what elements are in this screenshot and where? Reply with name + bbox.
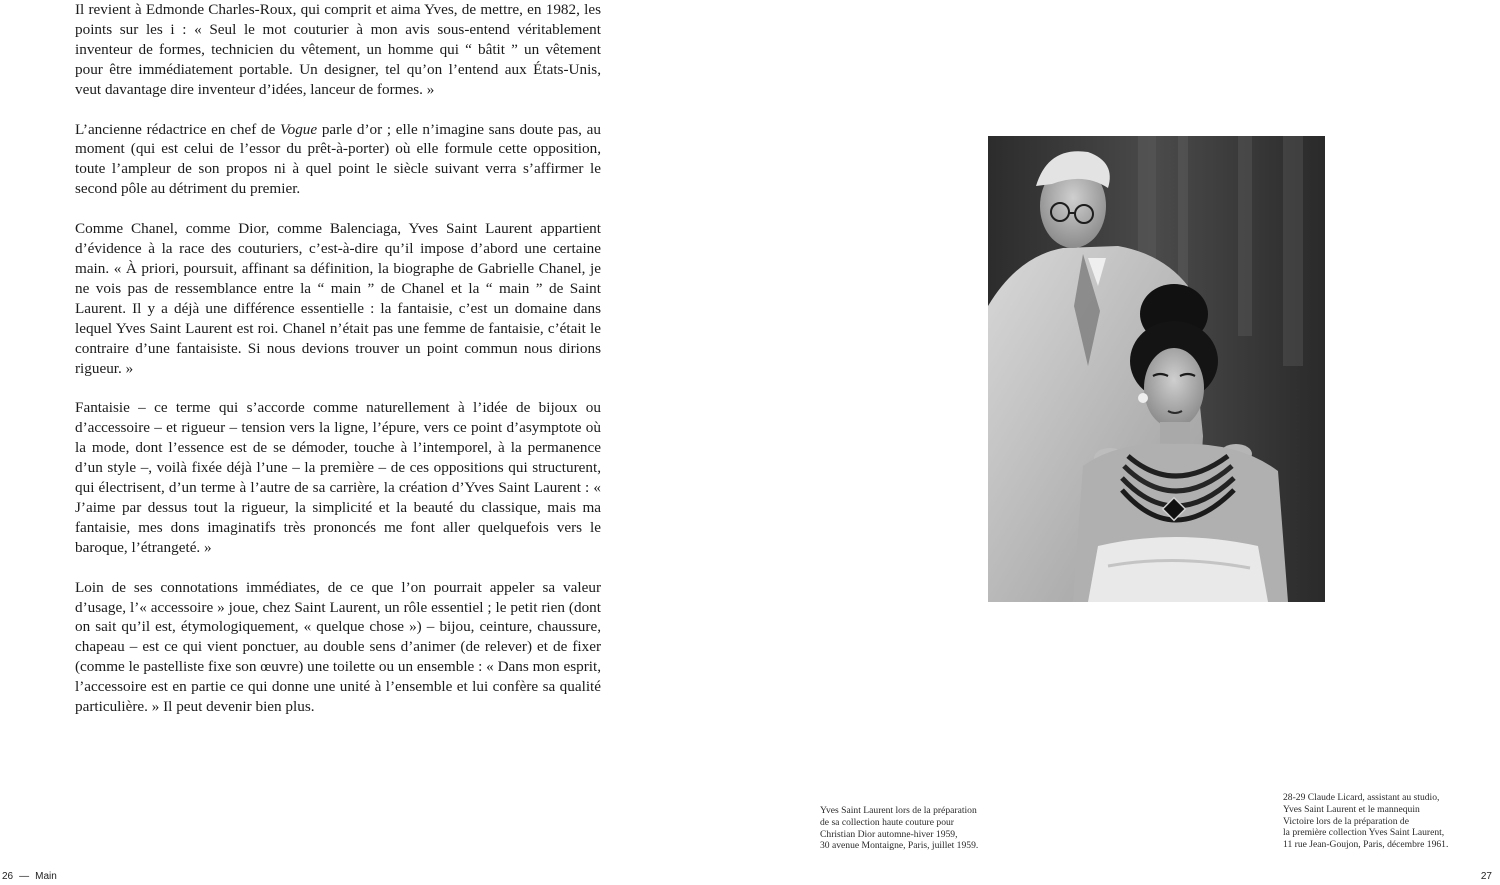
paragraph-1: Il revient à Edmonde Charles-Roux, qui comprit et aima Yves, de mettre, en 1982, les points sur les i : « Seul le mot couturier à mon avis sous-entend véritablement inventeur de formes, technicien du vêtement, un homme qui “ bâtit ” un vêtement pour être immédiatement portable. Un designer, tel qu’on l’entend aux États-Unis, veut davantage dire inventeur d’idées, lanceur de formes. »	[75, 1, 601, 98]
folio-separator: —	[19, 871, 30, 882]
magazine-title: Vogue	[280, 120, 318, 138]
body-text-column	[75, 0, 601, 717]
photo-caption: Yves Saint Laurent lors de la préparation de sa collection haute couture pour Christian Dior automne-hiver 1959, 30 avenue Montaigne, Paris, juillet 1959.	[820, 805, 979, 852]
paragraph-2	[75, 120, 601, 200]
folio-left	[2, 871, 57, 883]
running-section-title: Main	[35, 871, 57, 882]
paragraph-2-start: L’ancienne rédactrice en chef de	[75, 120, 281, 138]
page-number-right: 27	[1480, 871, 1492, 882]
paragraph-3: Comme Chanel, comme Dior, comme Balenciaga, Yves Saint Laurent appartient d’évidence à la race des couturiers, c’est-à-dire qu’il impose d’abord une certaine main. « À priori, poursuit, affinant sa définition, la biographe de Gabrielle Chanel, je ne vois pas de ressemblance entre la “ main ” de Chanel et la “ main ” de Saint Laurent. Il y a déjà une différence essentielle : la fantaisie, c’est un domaine dans lequel Yves Saint Laurent est roi. Chanel n’était pas une femme de fantaisie, c’était le contraire d’une fantaisiste. Si nous devions trouver un point commun nous dirions rigueur. »	[75, 220, 601, 377]
paragraph-2-end: parle d’or ; elle n’imagine sans doute pas, au moment (qui est celui de l’essor du prêt-à-porter) où elle formule cette opposition, toute l’ampleur de son propos ni à quel point le siècle suivant verra s’affirmer le second pôle au détriment du premier.	[75, 120, 601, 198]
archival-photo	[988, 136, 1325, 602]
paragraph-5: Loin de ses connotations immédiates, de ce que l’on pourrait appeler sa valeur d’usage, l’« accessoire » joue, chez Saint Laurent, un rôle essentiel ; le petit rien (dont on sait qu’il est, étymologiquement, « quelque chose ») – bijou, ceinture, chaussure, chapeau – est ce qui vient ponctuer, au double sens d’animer (de relever) et de fixer (comme le pastelliste fixe son œuvre) une toilette ou un ensemble : « Dans mon esprit, l’accessoire est en partie ce qui donne une unité à l’ensemble et lui confère sa qualité particulière. » Il peut devenir bien plus.	[75, 578, 601, 716]
paragraph-4: Fantaisie – ce terme qui s’accorde comme naturellement à l’idée de bijoux ou d’accessoire – et rigueur – tension vers la ligne, l’épure, vers ce point d’asymptote où la mode, dont l’essence est de se démoder, touche à l’intemporel, à la permanence d’un style –, voilà fixée déjà l’une – la première – de ces oppositions qui structurent, qui électrisent, d’un terme à l’autre de sa carrière, la création d’Yves Saint Laurent : « J’aime par dessus tout la rigueur, la simplicité et la beauté du classique, mais ma fantaisie, mes dons imaginatifs très prononcés me font aller quelquefois vers le baroque, l’étrangeté. »	[75, 399, 601, 556]
next-spread-caption: 28-29 Claude Licard, assistant au studio, Yves Saint Laurent et le mannequin Victoire lors de la préparation de la première collection Yves Saint Laurent, 11 rue Jean-Goujon, Paris, décembre 1961.	[1283, 792, 1449, 851]
page-number-left: 26	[2, 871, 14, 882]
photo-illustration	[988, 136, 1325, 602]
